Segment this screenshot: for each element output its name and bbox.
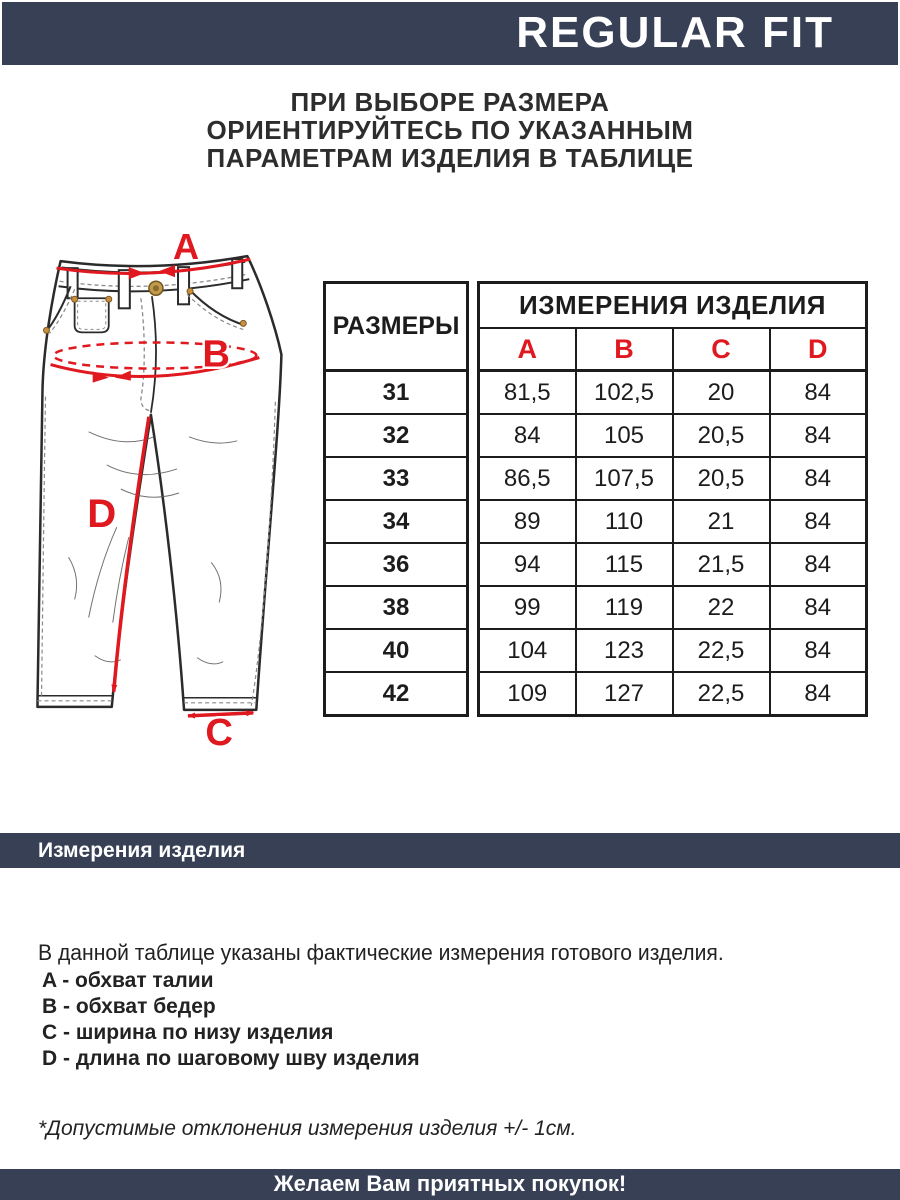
jeans-diagram: [28, 226, 322, 750]
cell-b: 107,5: [576, 457, 673, 500]
cell-c: 22,5: [673, 629, 770, 672]
cell-d: 84: [770, 457, 867, 500]
sizes-table: [323, 281, 469, 717]
measurements-table: [477, 281, 868, 717]
legend-item-d: D - длина по шаговому шву изделия: [42, 1047, 420, 1070]
cell-b: 123: [576, 629, 673, 672]
label-c: C: [205, 710, 233, 750]
cell-a: 84: [479, 414, 576, 457]
jeans-outline: [37, 256, 281, 710]
cell-b: 102,5: [576, 371, 673, 415]
cell-d: 84: [770, 414, 867, 457]
column-header-row: [479, 328, 867, 371]
size-cell: 36: [325, 543, 468, 586]
table-row: [479, 672, 867, 716]
column-c: C: [673, 328, 770, 371]
jeans-sketch: [28, 226, 322, 750]
table-row: [479, 414, 867, 457]
table-row: [325, 371, 468, 415]
cell-c: 20: [673, 371, 770, 415]
cell-a: 94: [479, 543, 576, 586]
size-cell: 32: [325, 414, 468, 457]
cell-c: 21,5: [673, 543, 770, 586]
table-row: [325, 672, 468, 716]
label-a: A: [172, 226, 200, 268]
cell-d: 84: [770, 500, 867, 543]
cell-d: 84: [770, 672, 867, 716]
intro-heading: [0, 88, 900, 172]
table-row: [479, 457, 867, 500]
legend-item-a: A - обхват талии: [42, 969, 214, 992]
label-b: B: [202, 332, 230, 376]
legend-item-c: C - ширина по низу изделия: [42, 1021, 334, 1044]
cell-c: 20,5: [673, 457, 770, 500]
size-cell: 42: [325, 672, 468, 716]
table-row: [325, 629, 468, 672]
cell-b: 115: [576, 543, 673, 586]
cell-d: 84: [770, 543, 867, 586]
table-row: [479, 543, 867, 586]
cell-d: 84: [770, 629, 867, 672]
cell-a: 89: [479, 500, 576, 543]
cell-c: 20,5: [673, 414, 770, 457]
table-row: [325, 414, 468, 457]
measurements-header: ИЗМЕРЕНИЯ ИЗДЕЛИЯ: [479, 283, 867, 329]
table-row: [479, 586, 867, 629]
table-row: [325, 457, 468, 500]
cell-b: 105: [576, 414, 673, 457]
size-cell: 33: [325, 457, 468, 500]
table-row: [325, 543, 468, 586]
intro-line-2: ОРИЕНТИРУЙТЕСЬ ПО УКАЗАННЫМ: [206, 115, 694, 145]
measurement-legend: [42, 968, 420, 1072]
table-row: [479, 629, 867, 672]
fit-type-banner: [2, 2, 898, 65]
size-cell: 38: [325, 586, 468, 629]
table-row: [479, 500, 867, 543]
cell-a: 104: [479, 629, 576, 672]
size-cell: 31: [325, 371, 468, 415]
footer-message: Желаем Вам приятных покупок!: [273, 1171, 627, 1196]
table-description: В данной таблице указаны фактические измерения готового изделия.: [38, 940, 724, 965]
table-row: [325, 500, 468, 543]
size-cell: 40: [325, 629, 468, 672]
intro-line-1: ПРИ ВЫБОРЕ РАЗМЕРА: [290, 87, 610, 117]
cell-c: 21: [673, 500, 770, 543]
cell-b: 127: [576, 672, 673, 716]
intro-line-3: ПАРАМЕТРАМ ИЗДЕЛИЯ В ТАБЛИЦЕ: [206, 143, 694, 173]
section-title: Измерения изделия: [38, 839, 246, 862]
column-a: A: [479, 328, 576, 371]
legend-item-b: B - обхват бедер: [42, 995, 216, 1018]
cell-b: 110: [576, 500, 673, 543]
measure-c: [188, 711, 253, 750]
cell-d: 84: [770, 586, 867, 629]
cell-c: 22: [673, 586, 770, 629]
column-d: D: [770, 328, 867, 371]
cell-b: 119: [576, 586, 673, 629]
label-d: D: [87, 491, 117, 537]
column-b: B: [576, 328, 673, 371]
fit-type-label: REGULAR FIT: [516, 8, 834, 57]
cell-d: 84: [770, 371, 867, 415]
sizes-header: РАЗМЕРЫ: [325, 283, 468, 371]
cell-a: 86,5: [479, 457, 576, 500]
section-title-bar: [0, 833, 900, 868]
table-row: [325, 586, 468, 629]
footer-bar: [0, 1169, 900, 1200]
cell-a: 109: [479, 672, 576, 716]
cell-a: 81,5: [479, 371, 576, 415]
table-row: [479, 371, 867, 415]
tolerance-note: *Допустимые отклонения измерения изделия +/- 1см.: [38, 1117, 577, 1140]
size-cell: 34: [325, 500, 468, 543]
cell-c: 22,5: [673, 672, 770, 716]
cell-a: 99: [479, 586, 576, 629]
